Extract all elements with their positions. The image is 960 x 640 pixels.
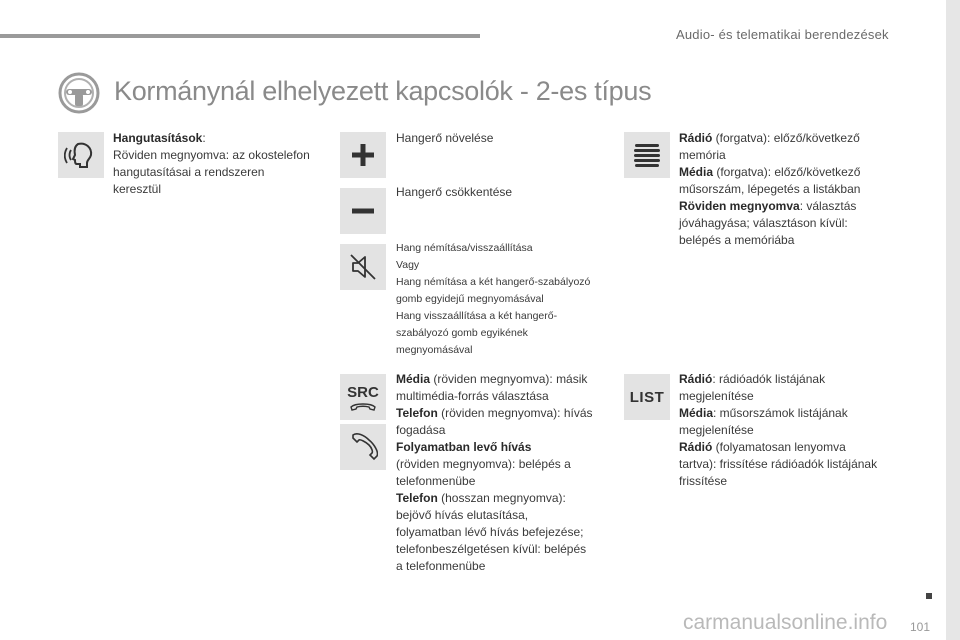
list-text: megjelenítése	[679, 389, 754, 403]
volume-up-text: Hangerő növelése	[396, 131, 494, 145]
list-text: : műsorszámok listájának	[713, 406, 848, 420]
list-text: (folyamatosan lenyomva	[712, 440, 846, 454]
mute-line: Hang visszaállítása a két hangerő-	[396, 310, 558, 322]
mute-line: gomb egyidejű megnyomásával	[396, 293, 544, 305]
voice-line-2: hangutasításai a rendszeren	[113, 165, 265, 179]
page-marker	[926, 593, 932, 599]
wheel-text: (forgatva): előző/következő	[712, 131, 860, 145]
src-text: telefonmenübe	[396, 474, 476, 488]
mute-icon	[340, 244, 386, 290]
list-text: frissítése	[679, 474, 728, 488]
plus-icon	[340, 132, 386, 178]
wheel-text: belépés a memóriába	[679, 233, 795, 247]
media-label: Média	[679, 165, 714, 179]
src-text: (hosszan megnyomva):	[437, 491, 566, 505]
voice-command-description	[113, 130, 333, 198]
src-description	[396, 371, 626, 575]
mute-line: szabályozó gomb egyikének	[396, 327, 528, 339]
call-label: Folyamatban levő hívás	[396, 440, 532, 454]
section-title: Audio- és telematikai berendezések	[676, 27, 889, 42]
src-text: a telefonmenübe	[396, 559, 486, 573]
radio-label: Rádió	[679, 372, 713, 386]
mute-line: Hang némítása/visszaállítása	[396, 242, 533, 254]
src-label: SRC	[347, 384, 379, 401]
src-text: fogadása	[396, 423, 446, 437]
voice-line-1: Röviden megnyomva: az okostelefon	[113, 148, 310, 162]
src-text: (röviden megnyomva): másik	[430, 372, 588, 386]
src-text: folyamatban lévő hívás befejezése;	[396, 525, 584, 539]
wheel-text: jóváhagyása; választáson kívül:	[679, 216, 848, 230]
page-number: 101	[910, 620, 931, 634]
watermark: carmanualsonline.info	[683, 611, 888, 634]
thumbwheel-icon	[624, 132, 670, 178]
wheel-text: memória	[679, 148, 726, 162]
radio-label: Rádió	[679, 131, 713, 145]
src-text: telefonbeszélgetésen kívül: belépés	[396, 542, 587, 556]
phone-icon	[340, 424, 386, 470]
mute-description	[396, 240, 616, 359]
header-bar	[0, 34, 480, 38]
list-label: LIST	[629, 388, 665, 406]
mute-line: Hang némítása a két hangerő-szabályozó	[396, 276, 591, 288]
media-label: Média	[396, 372, 431, 386]
list-description	[679, 371, 909, 490]
list-text: : rádióadók listájának	[712, 372, 826, 386]
voice-line-3: keresztül	[113, 182, 162, 196]
wheel-text: (forgatva): előző/következő	[713, 165, 861, 179]
src-text: multimédia-forrás választása	[396, 389, 549, 403]
short-press-label: Röviden megnyomva	[679, 199, 800, 213]
volume-down-text: Hangerő csökkentése	[396, 185, 513, 199]
voice-command-icon	[58, 132, 104, 178]
media-label: Média	[679, 406, 714, 420]
thumbwheel-description	[679, 130, 909, 249]
src-button-icon	[340, 374, 386, 420]
mute-line: Vagy	[396, 259, 420, 271]
colon: :	[202, 131, 206, 145]
wheel-text: műsorszám, lépegetés a listákban	[679, 182, 861, 196]
radio-long-label: Rádió	[679, 440, 713, 454]
src-text: (röviden megnyomva): hívás	[437, 406, 593, 420]
steering-wheel-icon	[58, 72, 100, 114]
list-text: megjelenítése	[679, 423, 754, 437]
minus-icon	[340, 188, 386, 234]
list-text: tartva): frissítése rádióadók listájának	[679, 457, 878, 471]
phone-long-label: Telefon	[396, 491, 438, 505]
phone-label: Telefon	[396, 406, 438, 420]
page-title: Kormánynál elhelyezett kapcsolók - 2-es típus	[114, 76, 652, 106]
list-button-icon	[624, 374, 670, 420]
voice-command-label: Hangutasítások	[113, 131, 203, 145]
wheel-text: : választás	[799, 199, 857, 213]
page-edge-strip	[946, 0, 960, 640]
mute-line: megnyomásával	[396, 344, 473, 356]
src-text: bejövő hívás elutasítása,	[396, 508, 529, 522]
src-text: (röviden megnyomva): belépés a	[396, 457, 571, 471]
